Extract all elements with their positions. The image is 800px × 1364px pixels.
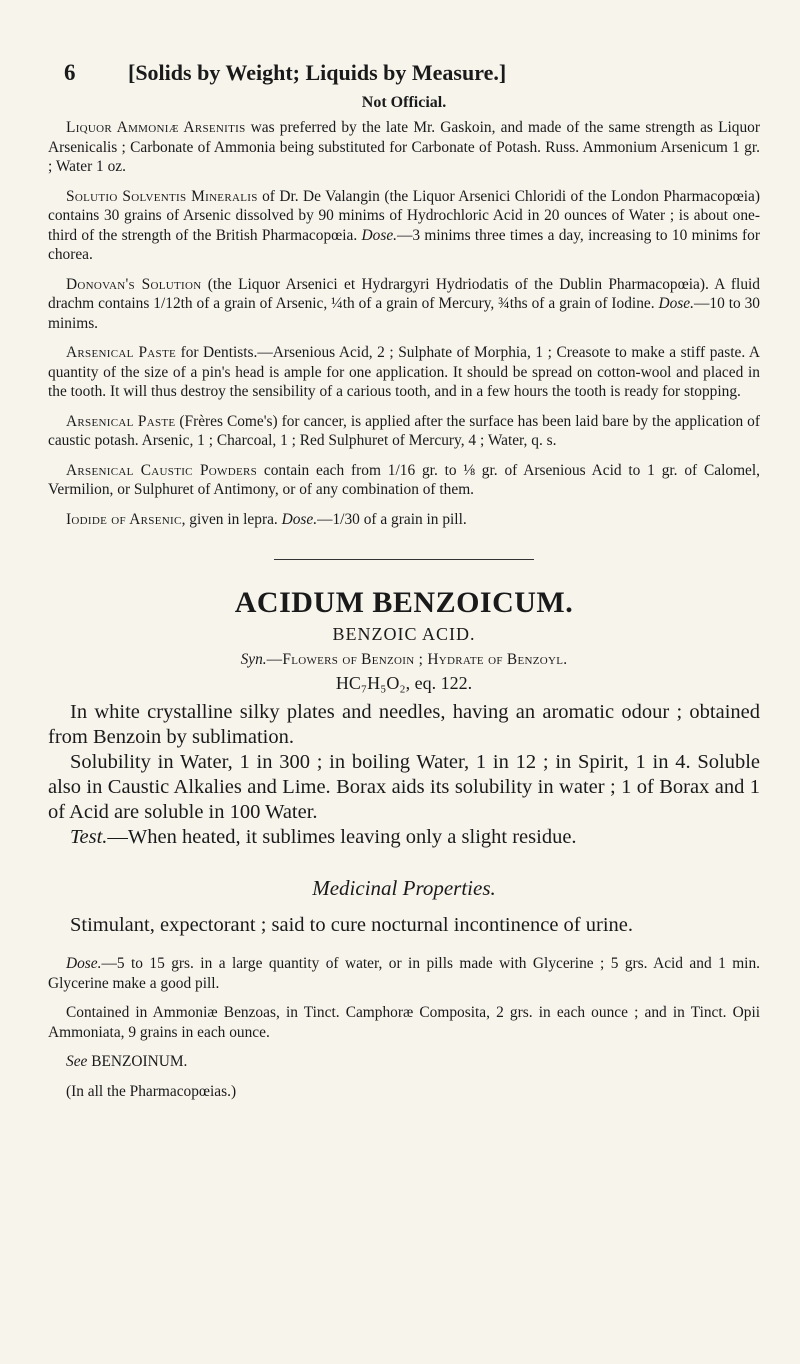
entry-name: Arsenical Paste (66, 344, 177, 361)
pharmacopoeias-note: (In all the Pharmacopœias.) (66, 1082, 237, 1100)
dose-paragraph (48, 954, 760, 993)
dose-label: Dose. (281, 510, 318, 528)
test-text: —When heated, it sublimes leaving only a slight residue. (107, 826, 577, 848)
entry-name: Liquor Ammoniæ Arsenitis (66, 119, 246, 136)
not-official-heading: Not Official. (361, 94, 447, 111)
dose-label: Dose. (361, 226, 397, 244)
entry-name: Arsenical Paste (66, 412, 176, 430)
description-paragraph: In white crystalline silky plates and needles, having an aromatic odour ; obtained from Benzoin by sublimation. (48, 701, 760, 748)
entry-arsenical-paste-freres-come (48, 412, 760, 451)
test-label: Test. (70, 826, 108, 848)
entry-solutio-solventis (48, 187, 760, 265)
entry-liquor-ammoniae-arsenitis (48, 118, 760, 177)
entry-iodide-of-arsenic (48, 510, 760, 530)
section-divider (274, 559, 534, 560)
entry-name: Donovan's Solution (66, 275, 202, 293)
entry-text: (the Liquor Arsenici et Hydrargyri Hydriodatis of the Dublin Pharmacopœia). A fluid drachm contains 1/12th of a grain of Arsenic, ¼th of a grain of Mercury, ¾ths of a grain of Iodine. (48, 275, 760, 312)
synonyms-text: —Flowers of Benzoin ; Hydrate of Benzoyl. (266, 651, 568, 668)
dose-text: —1/30 of a grain in pill. (317, 510, 467, 528)
entry-text: contain each from 1/16 gr. to ⅛ gr. of Arsenious Acid to 1 gr. of Calomel, Vermilion, or Sulphuret of Antimony, or of any combination of them. (48, 461, 761, 498)
entry-text: , given in lepra. (181, 510, 282, 528)
see-reference (48, 1052, 760, 1072)
dose-text: —5 to 15 grs. in a large quantity of water, or in pills made with Glycerine ; 5 grs. Acid and 1 min. Glycerine make a good pill. (48, 955, 760, 992)
page-header (48, 50, 760, 90)
synonyms-line (48, 651, 760, 669)
entry-text: for Dentists.—Arsenious Acid, 2 ; Sulphate of Morphia, 1 ; Creasote to make a stiff paste. A quantity of the size of a pin's head is ample for one application. It should be spread on cotton-wool and placed in the tooth. It will thus destroy the sensibility of a carious tooth, and in a few hours the tooth is ready for stopping. (48, 344, 760, 400)
see-ref: BENZOINUM. (87, 1053, 188, 1070)
entry-arsenical-caustic-powders (48, 461, 760, 500)
entry-name: Solutio Solventis Mineralis (66, 187, 258, 205)
entry-text: of Dr. De Valangin (the Liquor Arsenici Chloridi of the London Pharmacopœia) contains 30 grains of Arsenic dissolved by 90 minims of Hydrochloric Acid in 20 ounces of Water ; is about one-third of the strength of the British Pharmacopœia. (48, 187, 760, 244)
see-label: See (66, 1053, 88, 1070)
solubility-paragraph: Solubility in Water, 1 in 300 ; in boiling Water, 1 in 12 ; in Spirit, 1 in 4. Soluble also in Caustic Alkalies and Lime. Borax aids its solubility in water ; 1 of Borax and 1 of Acid are soluble in 100 Water. (48, 751, 760, 823)
entry-name: Arsenical Caustic Powders (66, 461, 258, 479)
dose-label: Dose. (66, 955, 102, 972)
entry-text: was preferred by the late Mr. Gaskoin, and made of the same strength as Liquor Arsenicalis ; Carbonate of Ammonia being substituted for Carbonate of Potash. Russ. Ammonium Arsenicum 1 gr. ; Water 1 oz. (48, 119, 760, 175)
chemical-formula: HC₇H₅O₂, eq. 122. (335, 673, 473, 693)
monograph-title: ACIDUM BENZOICUM. (234, 586, 574, 619)
running-head: [Solids by Weight; Liquids by Measure.] (128, 60, 507, 85)
test-paragraph (48, 825, 760, 850)
entry-donovans-solution (48, 275, 760, 334)
properties-paragraph: Stimulant, expectorant ; said to cure nocturnal incontinence of urine. (70, 914, 633, 936)
entry-name: Iodide of Arsenic (66, 510, 182, 528)
dose-label: Dose. (658, 295, 694, 312)
monograph-subtitle: BENZOIC ACID. (332, 624, 476, 644)
medicinal-properties-heading: Medicinal Properties. (312, 876, 496, 900)
dose-text: —10 to 30 minims. (48, 295, 760, 332)
entry-arsenical-paste-dentists (48, 343, 760, 402)
dose-text: —3 minims three times a day, increasing to 10 minims for chorea. (48, 226, 761, 263)
contained-in-paragraph: Contained in Ammoniæ Benzoas, in Tinct. Camphoræ Composita, 2 grs. in each ounce ; and in Tinct. Opii Ammoniata, 9 grains in each ounce. (48, 1004, 760, 1041)
syn-label: Syn. (240, 651, 267, 668)
page-number: 6 (64, 60, 76, 85)
entry-text: (Frères Come's) for cancer, is applied after the surface has been laid bare by the application of caustic potash. Arsenic, 1 ; Charcoal, 1 ; Red Sulphuret of Mercury, 4 ; Water, q. s. (48, 412, 760, 449)
